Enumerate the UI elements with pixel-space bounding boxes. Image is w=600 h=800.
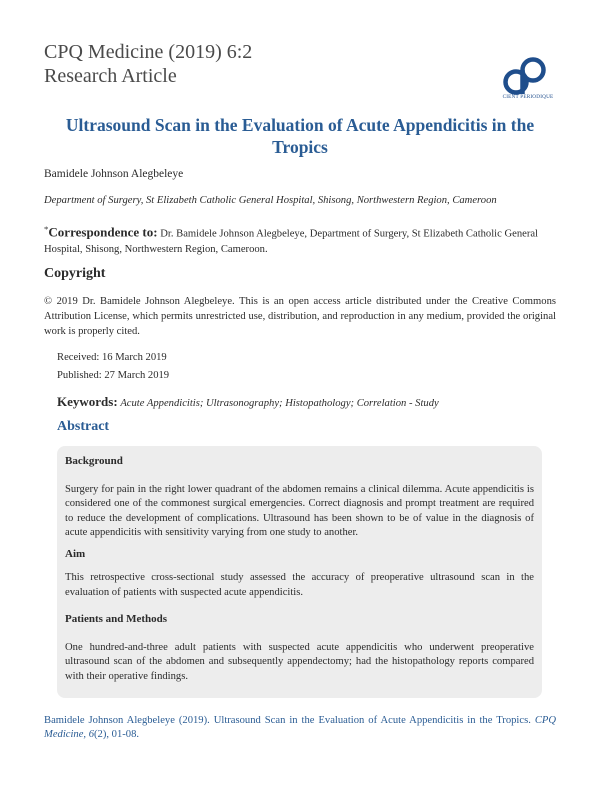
- article-dates: [57, 349, 169, 385]
- aim-heading: Aim: [65, 547, 86, 560]
- publisher-logo: [497, 56, 559, 102]
- keywords-list: Acute Appendicitis; Ultrasonography; Histopathology; Correlation - Study: [120, 398, 439, 409]
- correspondence: [44, 222, 556, 257]
- article-title: Ultrasound Scan in the Evaluation of Acute Appendicitis in the Tropics: [65, 115, 535, 157]
- logo-text: CIENT PERIODIQUE: [502, 94, 554, 100]
- cient-periodique-logo-icon: [497, 56, 559, 96]
- footer-issue-pages: (2), 01-08.: [94, 729, 140, 740]
- abstract-heading: Abstract: [57, 419, 110, 434]
- received-date: Received: 16 March 2019: [57, 352, 167, 363]
- keywords-label: Keywords:: [57, 394, 118, 409]
- correspondence-text: Dr. Bamidele Johnson Alegbeleye, Department of Surgery, St Elizabeth Catholic General Hospital, Shisong, Northwestern Region, Cameroon.: [44, 228, 538, 255]
- journal-header: [44, 40, 252, 88]
- footer-citation: Bamidele Johnson Alegbeleye (2019). Ultrasound Scan in the Evaluation of Acute Appendicitis in the Tropics.: [44, 715, 531, 726]
- published-date: Published: 27 March 2019: [57, 370, 170, 381]
- footer-volume: 6: [88, 729, 95, 740]
- copyright-heading: Copyright: [44, 266, 106, 281]
- methods-heading: Patients and Methods: [65, 613, 168, 625]
- author-name: Bamidele Johnson Alegbeleye: [44, 168, 184, 180]
- methods-text: One hundred-and-three adult patients with suspected acute appendicitis who underwent preoperative ultrasound scan of the abdomen and subsequently appendectomy; had the histopathology reports compared with their operative findings.: [65, 641, 534, 682]
- article-type: Research Article: [44, 65, 177, 87]
- correspondence-label: Correspondence to:: [48, 224, 158, 240]
- background-heading: Background: [65, 455, 123, 467]
- author-affiliation: Department of Surgery, St Elizabeth Catholic General Hospital, Shisong, Northwestern Region, Cameroon: [44, 195, 497, 206]
- copyright-text: © 2019 Dr. Bamidele Johnson Alegbeleye. This is an open access article distributed under the Creative Commons Attribution License, which permits unrestricted use, distribution, and reproduction in any medium, provided the original work is properly cited.: [44, 296, 556, 337]
- keywords: [57, 394, 557, 410]
- citation-footer: [44, 714, 556, 742]
- background-text: Surgery for pain in the right lower quadrant of the abdomen remains a clinical dilemma. Acute appendicitis is considered one of the commonest surgical emergencies. Correct diagnosis and prompt treatment are required to reduce the development of complications. Ultrasound has been shown to be of value in the diagnosis of acute appendicitis with sensitivity varying from one study to another.: [65, 483, 534, 538]
- journal-citation: CPQ Medicine (2019) 6:2: [44, 41, 253, 63]
- aim-text: This retrospective cross-sectional study assessed the accuracy of preoperative ultrasound scan in the evaluation of patients with suspected acute appendicitis.: [65, 572, 534, 598]
- abstract-box: [57, 446, 542, 698]
- footer-journal: CPQ Medicine,: [44, 715, 556, 740]
- correspondence-mark: *: [44, 224, 49, 234]
